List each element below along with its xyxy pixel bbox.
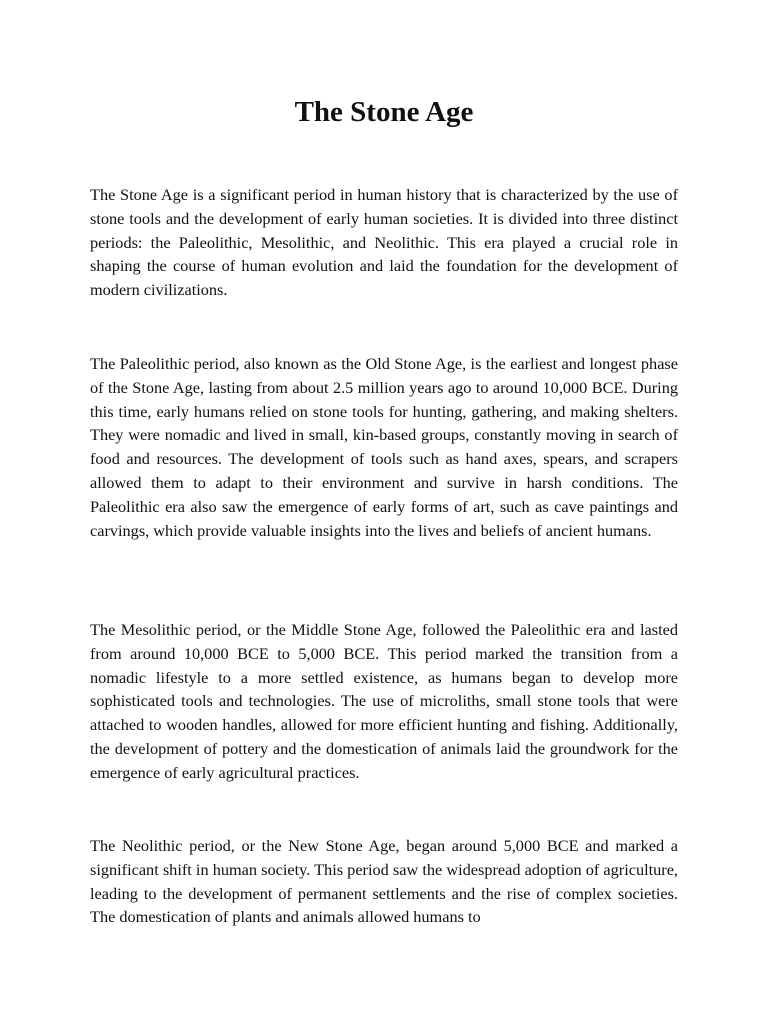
page-title: The Stone Age — [294, 96, 474, 128]
document-page — [90, 90, 678, 927]
paragraph-mesolithic: The Mesolithic period, or the Middle Stone Age, followed the Paleolithic era and lasted from around 10,000 BCE to 5,000 BCE. This period marked the transition from a nomadic lifestyle to a more settled existence, as humans began to develop more sophisticated tools and technologies. The use of microliths, small stone tools that were attached to wooden handles, allowed for more efficient hunting and fishing. Additionally, the development of pottery and the domestication of animals laid the groundwork for the emergence of early agricultural practices. — [90, 620, 678, 782]
paragraph-neolithic: The Neolithic period, or the New Stone Age, began around 5,000 BCE and marked a significant shift in human society. This period saw the widespread adoption of agriculture, leading to the development of permanent settlements and the rise of complex societies. The domestication of plants and animals allowed humans to — [90, 836, 678, 927]
paragraph-intro: The Stone Age is a significant period in human history that is characterized by the use of stone tools and the development of early human societies. It is divided into three distinct periods: the Paleolithic, Mesolithic, and Neolithic. This era played a crucial role in shaping the course of human evolution and laid the foundation for the development of modern civilizations. — [90, 185, 678, 300]
paragraph-paleolithic: The Paleolithic period, also known as the Old Stone Age, is the earliest and longest phase of the Stone Age, lasting from about 2.5 million years ago to around 10,000 BCE. During this time, early humans relied on stone tools for hunting, gathering, and making shelters. They were nomadic and lived in small, kin-based groups, constantly moving in search of food and resources. The development of tools such as hand axes, spears, and scrapers allowed them to adapt to their environment and survive in harsh conditions. The Paleolithic era also saw the emergence of early forms of art, such as cave paintings and carvings, which provide valuable insights into the lives and beliefs of ancient humans. — [90, 354, 678, 540]
